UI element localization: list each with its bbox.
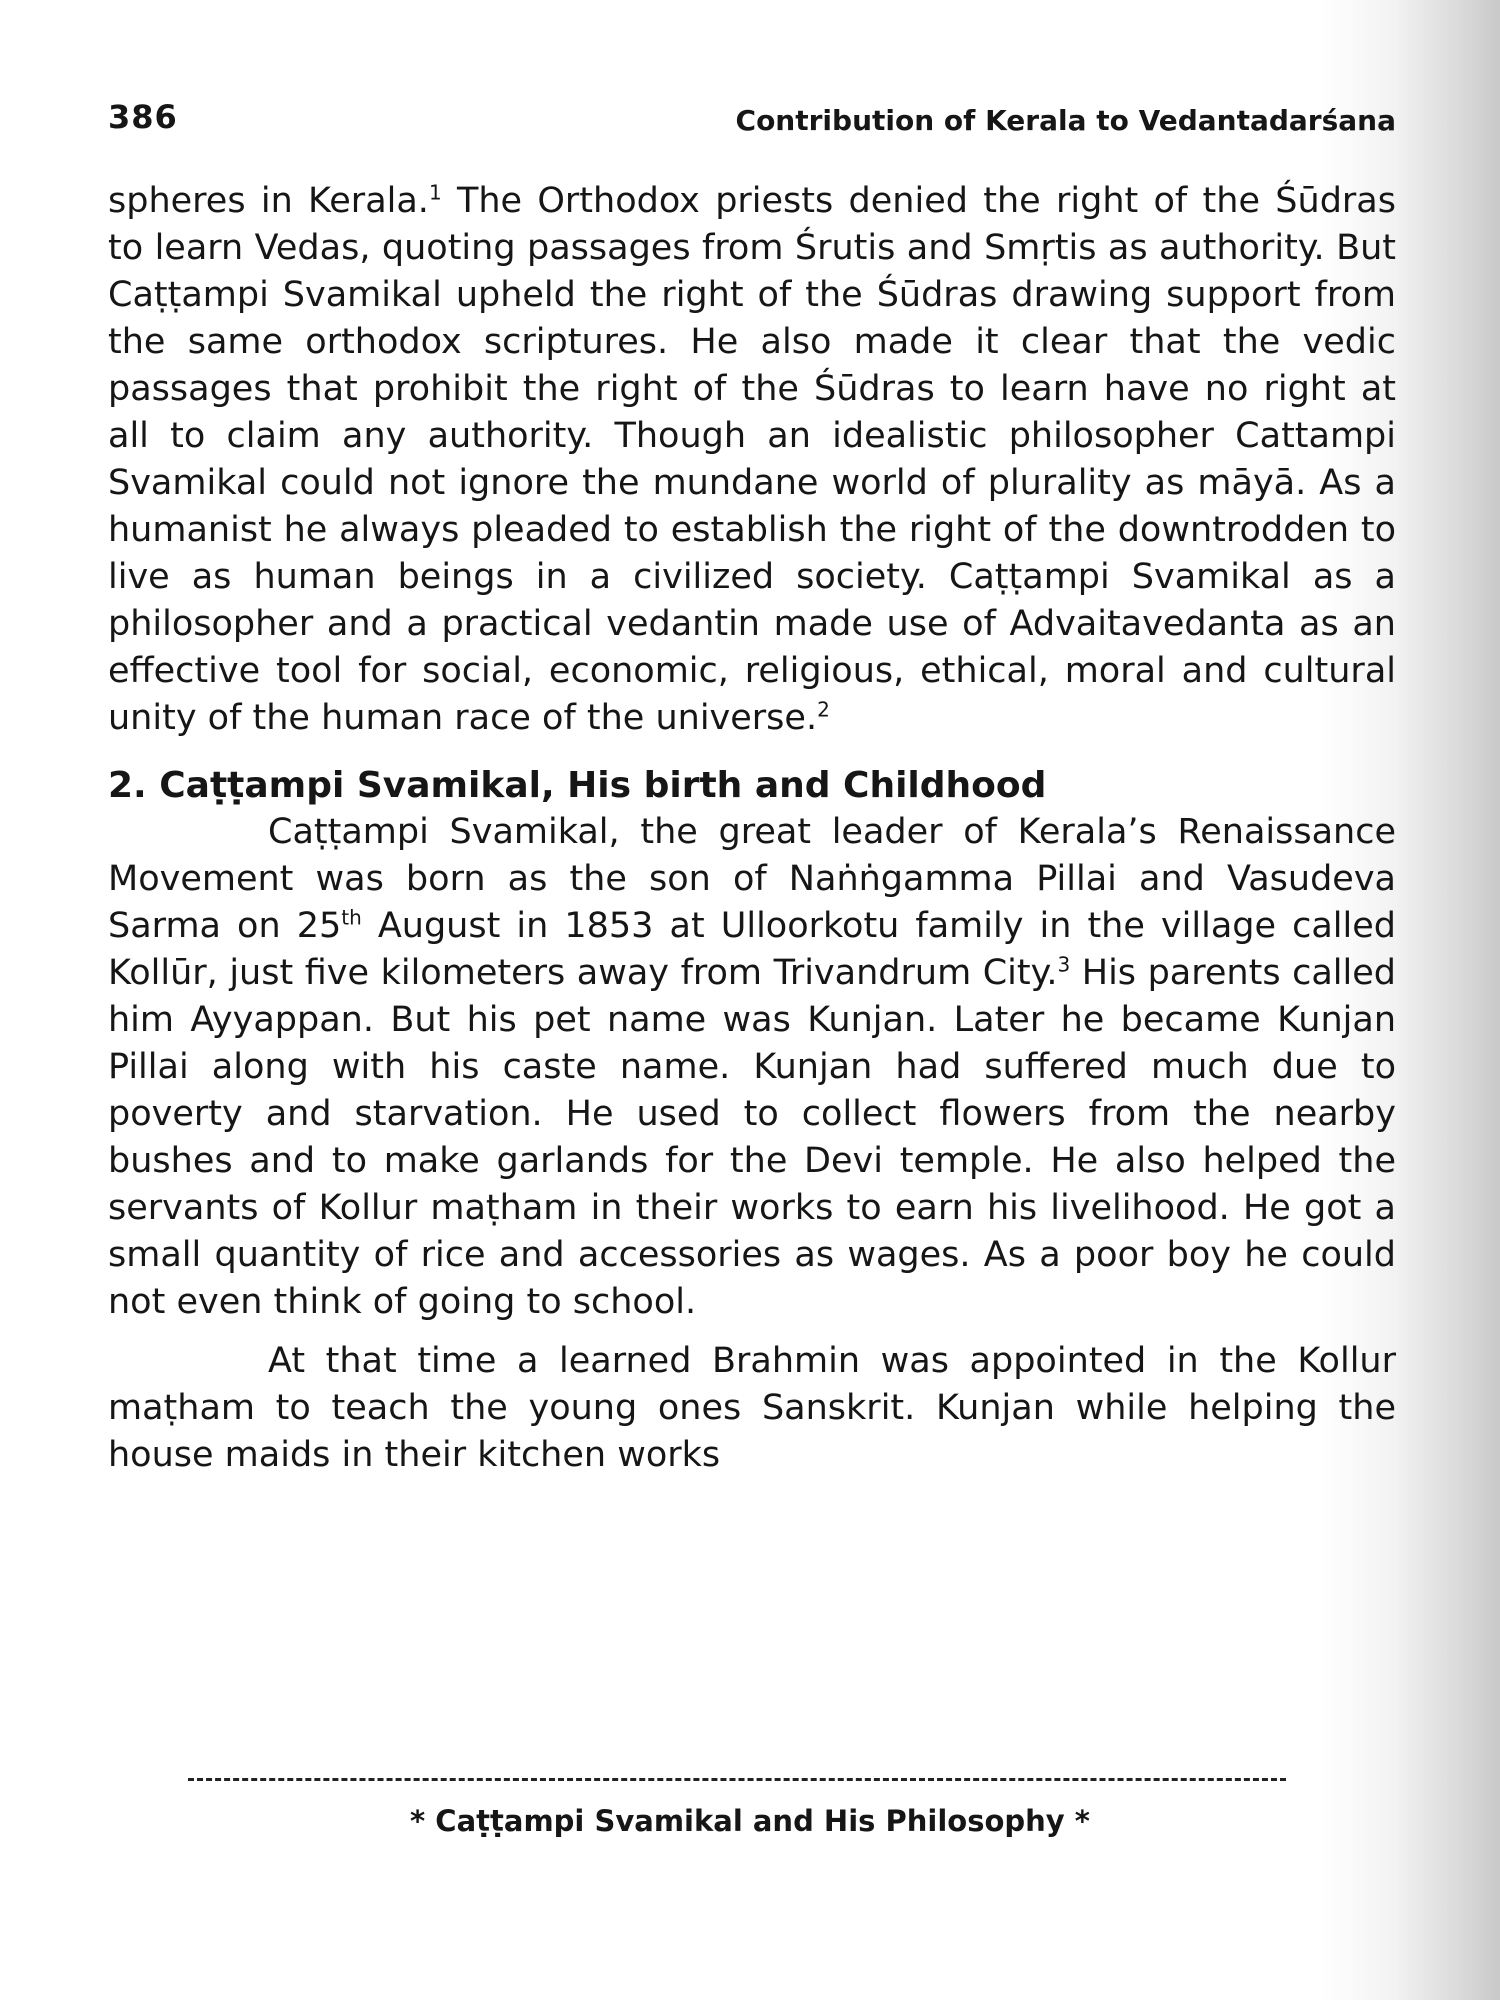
paragraph-2-text-a: Caṭṭampi Svamikal, the great leader of Kerala’s Renaissance Movement was born as the son of Naṅṅgamma Pillai and Vasudeva Sarma on 25 bbox=[108, 812, 1396, 946]
ordinal-suffix: th bbox=[341, 905, 362, 930]
body-text bbox=[108, 178, 1396, 1479]
footer-book-title: * Caṭṭampi Svamikal and His Philosophy * bbox=[410, 1804, 1090, 1838]
footer-divider bbox=[188, 1778, 1286, 1781]
running-head: Contribution of Kerala to Vedantadarśana bbox=[735, 104, 1396, 137]
paragraph-3: At that time a learned Brahmin was appointed in the Kollur maṭham to teach the young ones Sanskrit. Kunjan while helping the house maids in their kitchen works bbox=[108, 1341, 1396, 1475]
paragraph-1-text-a: spheres in Kerala. bbox=[108, 181, 429, 221]
page-number: 386 bbox=[108, 98, 178, 136]
paragraph-2-text-c: His parents called him Ayyappan. But his pet name was Kunjan. Later he became Kunjan Pillai along with his caste name. Kunjan had suffered much due to poverty and starvation. He used to collect flowers from the nearby bushes and to make garlands for the Devi temple. He also helped the servants of Kollur maṭham in their works to earn his livelihood. He got a small quantity of rice and accessories as wages. As a poor boy he could not even think of going to school. bbox=[108, 953, 1396, 1322]
paragraph-1 bbox=[108, 178, 1396, 742]
paragraph-2 bbox=[108, 809, 1396, 1326]
footnote-ref-3: 3 bbox=[1057, 952, 1071, 977]
footnote-ref-2: 2 bbox=[817, 697, 830, 722]
section-heading: 2. Caṭṭampi Svamikal, His birth and Childhood bbox=[108, 765, 1047, 806]
paragraph-2-text-b: August in 1853 at Ulloorkotu family in the village called Kollūr, just five kilometers away from Trivandrum City. bbox=[108, 906, 1396, 993]
footnote-ref-1: 1 bbox=[428, 180, 442, 205]
page-header bbox=[108, 98, 1396, 148]
paragraph-1-text-b: The Orthodox priests denied the right of the Śūdras to learn Vedas, quoting passages from Śrutis and Smṛtis as authority. But Caṭṭampi Svamikal upheld the right of the Śūdras drawing support from the same orthodox scriptures. He also made it clear that the vedic passages that prohibit the right of the Śūdras to learn have no right at all to claim any authority. Though an idealistic philosopher Cattampi Svamikal could not ignore the mundane world of plurality as māyā. As a humanist he always pleaded to establish the right of the downtrodden to live as human beings in a civilized society. Caṭṭampi Svamikal as a philosopher and a practical vedantin made use of Advaitavedanta as an effective tool for social, economic, religious, ethical, moral and cultural unity of the human race of the universe. bbox=[108, 181, 1396, 738]
